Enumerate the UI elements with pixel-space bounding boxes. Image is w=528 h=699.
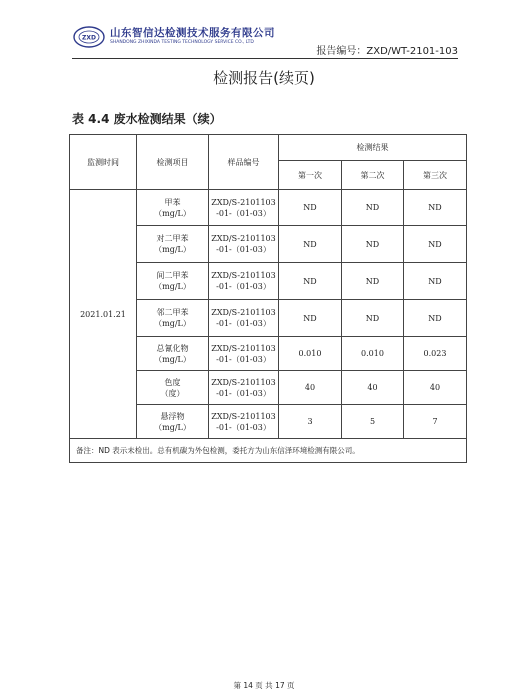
test-item-cell (137, 263, 209, 300)
company-name-cn: 山东智信达检测技术服务有限公司 (110, 27, 275, 39)
test-item-name: 悬浮物 (160, 411, 185, 421)
sample-id-line2: -01-（01-03） (216, 208, 271, 218)
table-row (70, 190, 467, 226)
test-item-unit: （mg/L） (154, 422, 191, 432)
col-header-first: 第一次 (279, 161, 342, 190)
col-header-second: 第二次 (342, 161, 404, 190)
sample-id-cell (209, 337, 279, 371)
result-second: ND (342, 226, 404, 263)
test-item-cell (137, 226, 209, 263)
logo-text: ZXD (82, 34, 96, 42)
monitoring-date: 2021.01.21 (70, 190, 137, 439)
result-second: 5 (342, 405, 404, 439)
test-item-cell (137, 300, 209, 337)
sample-id-cell (209, 300, 279, 337)
test-item-unit: （mg/L） (154, 245, 191, 254)
test-item-cell (137, 405, 209, 439)
test-item-name: 甲苯 (164, 197, 181, 207)
result-first: ND (279, 263, 342, 300)
result-second: ND (342, 300, 404, 337)
result-second: ND (342, 263, 404, 300)
sample-id-cell (209, 190, 279, 226)
table-title: 表 4.4 废水检测结果（续） (72, 112, 222, 126)
sample-id-line1: ZXD/S-2101103 (211, 308, 276, 317)
col-header-item: 检测项目 (137, 135, 209, 190)
company-logo (72, 24, 106, 50)
test-item-name: 色度 (164, 377, 181, 387)
page-number: 第 14 页 共 17 页 (233, 681, 295, 690)
test-item-name: 邻二甲苯 (156, 308, 189, 317)
result-second: 0.010 (342, 337, 404, 371)
test-item-name: 间二甲苯 (156, 271, 189, 280)
report-number: 报告编号：ZXD/WT-2101-103 (316, 46, 458, 57)
sample-id-line1: ZXD/S-2101103 (211, 234, 276, 243)
sample-id-line2: -01-（01-03） (216, 354, 271, 364)
test-item-unit: （mg/L） (154, 208, 191, 218)
sample-id-line1: ZXD/S-2101103 (211, 271, 276, 280)
table-note: 备注：ND 表示未检出。总有机碳为外包检测，委托方为山东信泽环境检测有限公司。 (70, 439, 467, 463)
test-item-name: 总氰化物 (156, 343, 189, 353)
col-header-third: 第三次 (404, 161, 467, 190)
sample-id-line2: -01-（01-03） (216, 245, 271, 254)
sample-id-line1: ZXD/S-2101103 (211, 411, 276, 421)
result-first: 3 (279, 405, 342, 439)
test-item-cell (137, 371, 209, 405)
company-name-en: SHANDONG ZHIXINDA TESTING TECHNOLOGY SERVICE CO., LTD (110, 40, 254, 45)
col-header-sample: 样品编号 (209, 135, 279, 190)
header-divider (72, 58, 458, 59)
test-item-unit: （mg/L） (154, 354, 191, 364)
wastewater-results-table (69, 134, 467, 463)
col-header-time: 监测时间 (70, 135, 137, 190)
sample-id-line2: -01-（01-03） (216, 388, 271, 398)
col-header-results: 检测结果 (279, 135, 467, 161)
test-item-cell (137, 337, 209, 371)
table-body (70, 190, 467, 439)
sample-id-line2: -01-（01-03） (216, 422, 271, 432)
result-first: 40 (279, 371, 342, 405)
result-first: ND (279, 300, 342, 337)
result-first: 0.010 (279, 337, 342, 371)
page-title: 检测报告(续页) (213, 69, 315, 87)
result-third: ND (404, 263, 467, 300)
test-item-cell (137, 190, 209, 226)
result-first: ND (279, 190, 342, 226)
result-first: ND (279, 226, 342, 263)
sample-id-line1: ZXD/S-2101103 (211, 377, 276, 387)
result-third: 0.023 (404, 337, 467, 371)
result-second: ND (342, 190, 404, 226)
sample-id-cell (209, 263, 279, 300)
sample-id-line2: -01-（01-03） (216, 282, 271, 291)
test-item-unit: （度） (160, 388, 185, 398)
sample-id-cell (209, 371, 279, 405)
sample-id-line1: ZXD/S-2101103 (211, 343, 276, 353)
report-header (72, 22, 458, 56)
sample-id-line1: ZXD/S-2101103 (211, 197, 276, 207)
sample-id-line2: -01-（01-03） (216, 319, 271, 328)
result-third: ND (404, 190, 467, 226)
test-item-unit: （mg/L） (154, 319, 191, 328)
header-row (70, 135, 467, 161)
result-second: 40 (342, 371, 404, 405)
test-item-unit: （mg/L） (154, 282, 191, 291)
result-third: ND (404, 300, 467, 337)
result-third: ND (404, 226, 467, 263)
sample-id-cell (209, 405, 279, 439)
sample-id-cell (209, 226, 279, 263)
result-third: 40 (404, 371, 467, 405)
test-item-name: 对二甲苯 (156, 234, 189, 243)
result-third: 7 (404, 405, 467, 439)
note-row (70, 439, 467, 463)
